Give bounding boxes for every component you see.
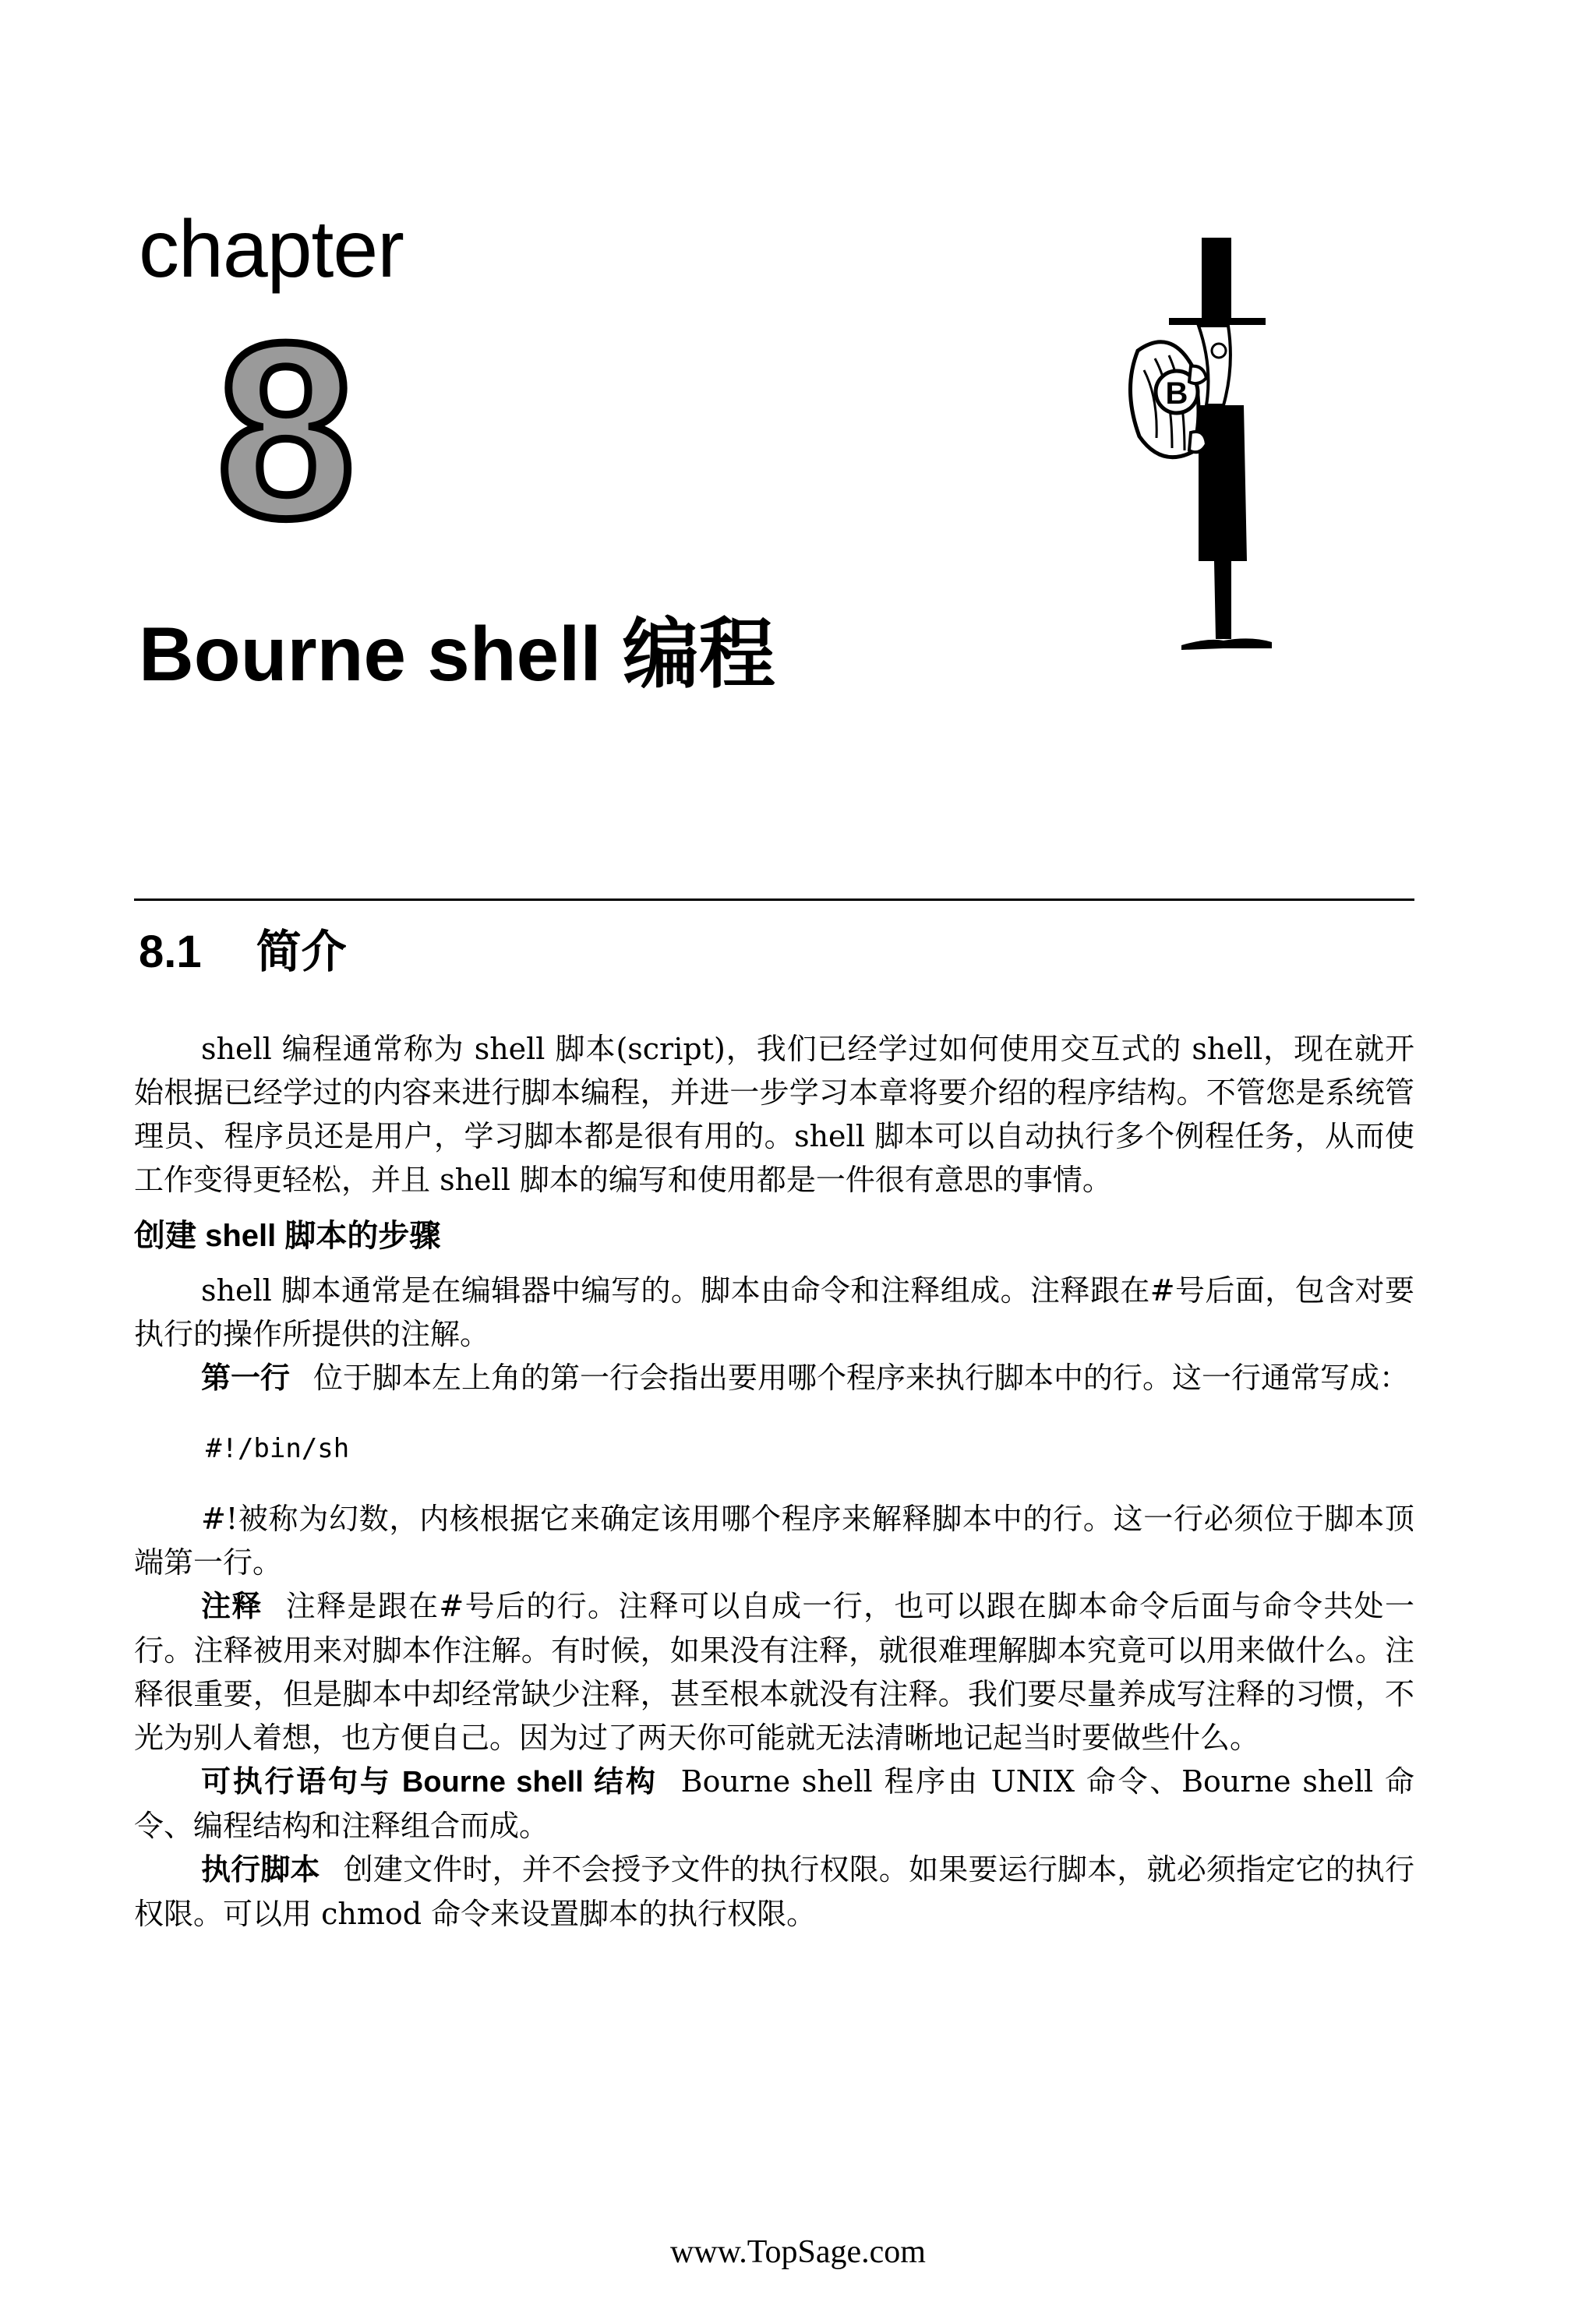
subheading-create-script-steps: 创建 shell 脚本的步骤 <box>134 1219 441 1253</box>
mascot-badge-letter: B <box>1165 376 1188 411</box>
section-number: 8.1 <box>139 927 202 977</box>
section-heading <box>139 927 347 977</box>
run-script-paragraph <box>134 1848 1414 1936</box>
comments-paragraph <box>134 1584 1414 1760</box>
executable-statements-label: 可执行语句与 Bourne shell 结构 <box>201 1766 658 1799</box>
section-divider <box>134 899 1414 901</box>
chapter-number: 8 <box>217 291 355 570</box>
first-line-paragraph <box>134 1356 1414 1400</box>
run-script-label: 执行脚本 <box>201 1854 320 1887</box>
section-body <box>134 1027 1414 1936</box>
intro-paragraph: shell 编程通常称为 shell 脚本(script)，我们已经学过如何使用交互式的 shell，现在就开始根据已经学过的内容来进行脚本编程，并进一步学习本章将要介绍的程序结构。不管您是系统管理员、程序员还是用户，学习脚本都是很有用的。shell 脚本可以自动执行多个例程任务，从而使工作变得更轻松，并且 shell 脚本的编写和使用都是一件很有意思的事情。 <box>134 1032 1414 1197</box>
executable-statements-paragraph <box>134 1760 1414 1848</box>
executable-statements-text: Bourne shell 程序由 UNIX 命令、Bourne shell 命令、编程结构和注释组合而成。 <box>134 1764 1414 1843</box>
comments-text: 注释是跟在#号后的行。注释可以自成一行，也可以跟在脚本命令后面与命令共处一行。注释被用来对脚本作注解。有时候，如果没有注释，就很难理解脚本究竟可以用来做什么。注释很重要，但是脚本中却经常缺少注释，甚至根本就没有注释。我们要尽量养成写注释的习惯，不光为别人着想，也方便自己。因为过了两天你可能就无法清晰地记起当时要做些什么。 <box>134 1589 1414 1755</box>
bourne-shell-mascot-illustration <box>1107 234 1278 662</box>
first-line-label: 第一行 <box>201 1362 291 1395</box>
run-script-text: 创建文件时，并不会授予文件的执行权限。如果要运行脚本，就必须指定它的执行权限。可以用 chmod 命令来设置脚本的执行权限。 <box>134 1852 1414 1931</box>
chapter-label: chapter <box>139 204 404 295</box>
first-line-text: 位于脚本左上角的第一行会指出要用哪个程序来执行脚本中的行。这一行通常写成： <box>313 1361 1410 1395</box>
footer-url: www.TopSage.com <box>670 2234 926 2270</box>
comments-label: 注释 <box>201 1590 263 1623</box>
shebang-code: #!/bin/sh <box>206 1433 350 1464</box>
magic-number-paragraph: #!被称为幻数，内核根据它来确定该用哪个程序来解释脚本中的行。这一行必须位于脚本顶端第一行。 <box>134 1502 1414 1580</box>
chapter-title: Bourne shell 编程 <box>139 611 775 697</box>
script-composition-paragraph: shell 脚本通常是在编辑器中编写的。脚本由命令和注释组成。注释跟在#号后面，包含对要执行的操作所提供的注解。 <box>134 1273 1414 1351</box>
section-title: 简介 <box>256 927 347 977</box>
